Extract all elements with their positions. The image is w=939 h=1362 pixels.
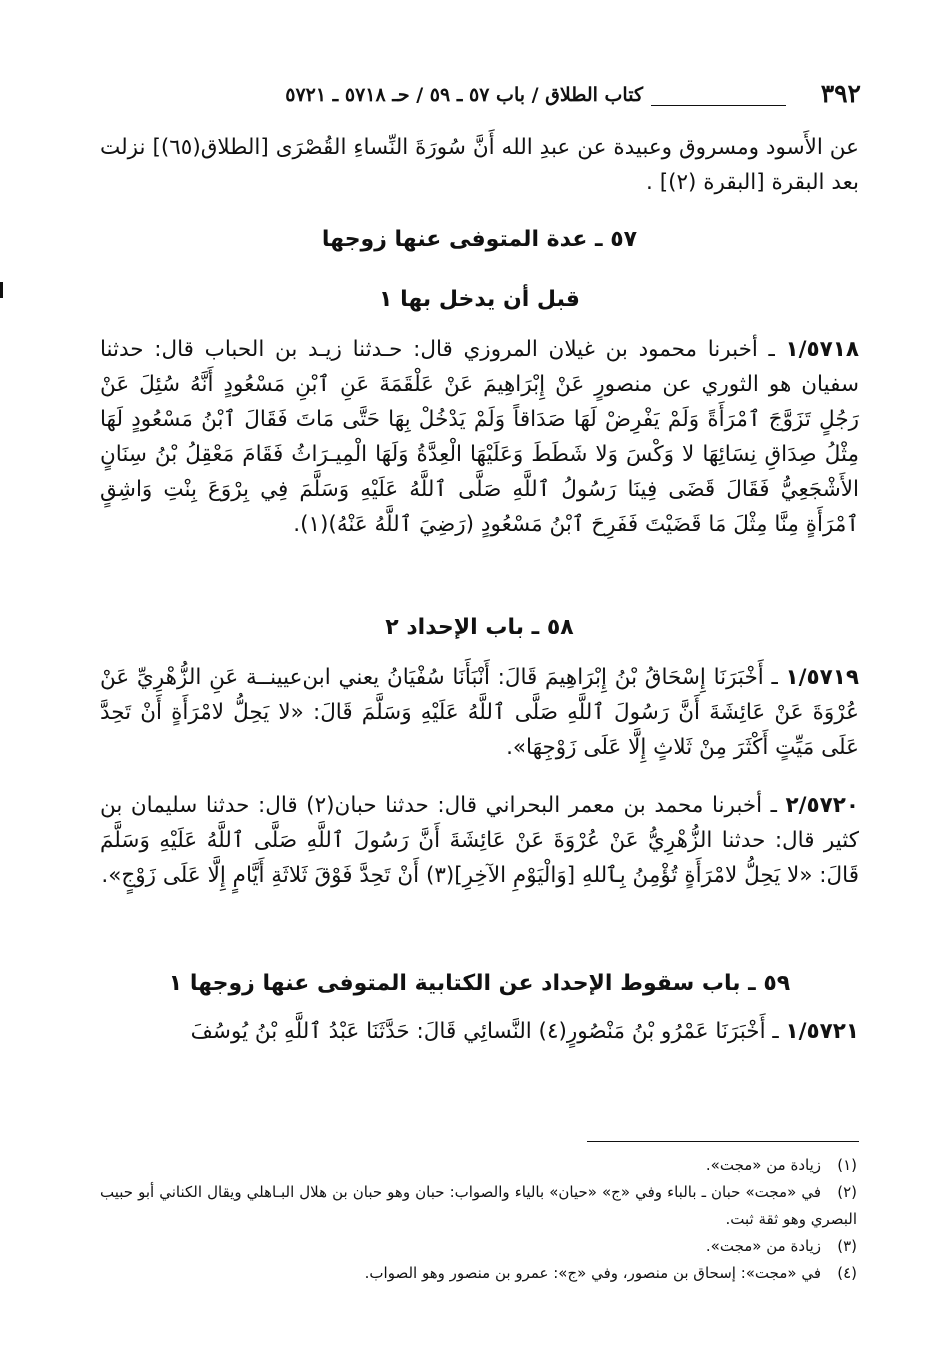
hadith-5718 xyxy=(100,332,859,610)
footnote xyxy=(100,1179,857,1233)
hadith-text: ـ أخبرنا محمد بن معمر البحراني قال: حدثنا حبان(٢) قال: حدثنا سليمان بن كثير قال: حدثنا الزُّهْرِيُّ عَنْ عُرْوَةَ عَنْ عَائِشَةَ أَنَّ رَسُولَ ٱللَّهِ صَلَّى ٱللَّهُ عَلَيْهِ وَسَلَّمَ قَالَ: «لا يَحِلُّ لامْرَأَةٍ تُؤْمِنُ بِٱللهِ [وَالْيَوْمِ الآخِرِ](٣) أَنْ تَحِدَّ فَوْقَ ثَلاثَةِ أَيَّامٍ إِلَّا عَلَى زَوْجٍ». xyxy=(100,793,859,888)
intro-paragraph: عن الأَسود ومسروق وعبيدة عن عبدِ الله أَنَّ سُورَةَ النِّساءِ القُصْرَى [الطلاق(٦٥)] نزلت بعد البقرة [البقرة (٢)] . xyxy=(100,135,859,195)
footnote-text: في «مجت» حبان ـ بالباء وفي «ج» «حيان» بالياء والصواب: حبان وهو حبان بن هلال البـاهلي ويقال الكناني أبو حبيب البصري وهو ثقة ثبت. xyxy=(100,1183,857,1228)
page-edge-mark xyxy=(0,282,3,298)
hadith-number: ٢/٥٧٢٠ xyxy=(785,793,859,818)
footnote-rule xyxy=(587,1141,859,1142)
chapter-58-title: ٥٨ ـ باب الإحداد ٢ xyxy=(385,615,574,640)
hadith-text: ـ أخبرنا محمود بن غيلان المروزي قال: حـدثنا زيـد بن الحباب قال: حدثنا سفيان هو الثوري عن منصورٍ عَنْ إِبْرَاهِيمَ عَنْ عَلْقَمَةَ عَنِ ٱبْنِ مَسْعُودٍ أَنَّهُ سُئِلَ عَنْ رَجُلٍ تَزَوَّجَ ٱمْرَأَةً وَلَمْ يَفْرِضْ لَهَا صَدَاقاً وَلَمْ يَدْخُلْ بِهَا حَتَّى مَاتَ فَقَالَ ٱبْنُ مَسْعُودٍ لَهَا مِثْلُ صِدَاقِ نِسَائِهَا لا وَكْسَ وَلا شَطَطَ وَعَلَيْهَا الْعِدَّةُ وَلَهَا الْمِيـرَاثُ فَقَامَ مَعْقِلُ بْنُ سِنَانٍ الأَشْجَعِيُّ فَقَالَ قَضَى فِينَا رَسُولُ ٱللَّهِ صَلَّى ٱللَّهُ عَلَيْهِ وَسَلَّمَ فِي بِرْوَعَ بِنْتِ وَاشِقٍ ٱمْرَأَةٍ مِنَّا مِثْلَ مَا قَضَيْتَ فَفَرِحَ ٱبْنُ مَسْعُودٍ (رَضِيَ ٱللَّهُ عَنْهُ)(١). xyxy=(100,337,859,537)
footnote-mark: (١) xyxy=(837,1156,857,1174)
page-body xyxy=(100,130,859,1054)
footnotes xyxy=(100,1152,857,1287)
header-rule xyxy=(651,105,786,106)
footnote-mark: (٢) xyxy=(837,1183,857,1201)
hadith-5720 xyxy=(100,788,859,966)
hadith-number: ١/٥٧١٩ xyxy=(785,665,859,690)
footnote-mark: (٤) xyxy=(837,1264,857,1282)
page-header xyxy=(100,78,861,112)
hadith-number: ١/٥٧١٨ xyxy=(785,337,859,362)
footnote xyxy=(100,1152,857,1179)
footnote-text: زيادة من «مجت». xyxy=(705,1237,821,1255)
hadith-number: ١/٥٧٢١ xyxy=(785,1019,859,1044)
chapter-57-title: ٥٧ ـ عدة المتوفى عنها زوجها xyxy=(321,227,638,252)
hadith-text: ـ أَخْبَرَنَا عَمْرُو بْنُ مَنْصُورٍ(٤) النَّسائِي قَالَ: حَدَّثَنَا عَبْدُ ٱللَّهِ بْنُ يُوسُفَ xyxy=(190,1019,779,1044)
footnote-text: في «مجت»: إسحاق بن منصور، وفي «ج»: عمرو بن منصور وهو الصواب. xyxy=(364,1264,821,1282)
hadith-text: ـ أَخْبَرَنَا إِسْحَاقُ بْنُ إِبْرَاهِيمَ قَالَ: أَنْبَأَنَا سُفْيَانُ يعني ابن‌عيينــة عَنِ الزُّهْرِيِّ عَنْ عُرْوَةَ عَنْ عَائِشَةَ أَنَّ رَسُولَ ٱللَّهِ صَلَّى ٱللَّهُ عَلَيْهِ وَسَلَّمَ قَالَ: «لا يَحِلُّ لامْرَأَةٍ أَنْ تَحِدَّ عَلَى مَيِّتٍ أَكْثَرَ مِنْ ثَلاثٍ إِلَّا عَلَى زَوْجِهَا». xyxy=(100,665,859,760)
chapter-59-title: ٥٩ ـ باب سقوط الإحداد عن الكتابية المتوفى عنها زوجها ١ xyxy=(168,971,791,996)
footnote-text: زيادة من «مجت». xyxy=(705,1156,821,1174)
page-number: ٣٩٢ xyxy=(820,79,861,108)
footnote xyxy=(100,1260,857,1287)
hadith-5721 xyxy=(100,1014,859,1054)
hadith-5719 xyxy=(100,660,859,788)
footnote xyxy=(100,1233,857,1260)
footnote-mark: (٣) xyxy=(837,1237,857,1255)
chapter-57-subtitle: قبل أن يدخل بها ١ xyxy=(379,287,580,312)
running-title: كتاب الطلاق / باب ٥٧ ـ ٥٩ / حـ ٥٧١٨ ـ ٥٧٢١ xyxy=(285,84,643,106)
